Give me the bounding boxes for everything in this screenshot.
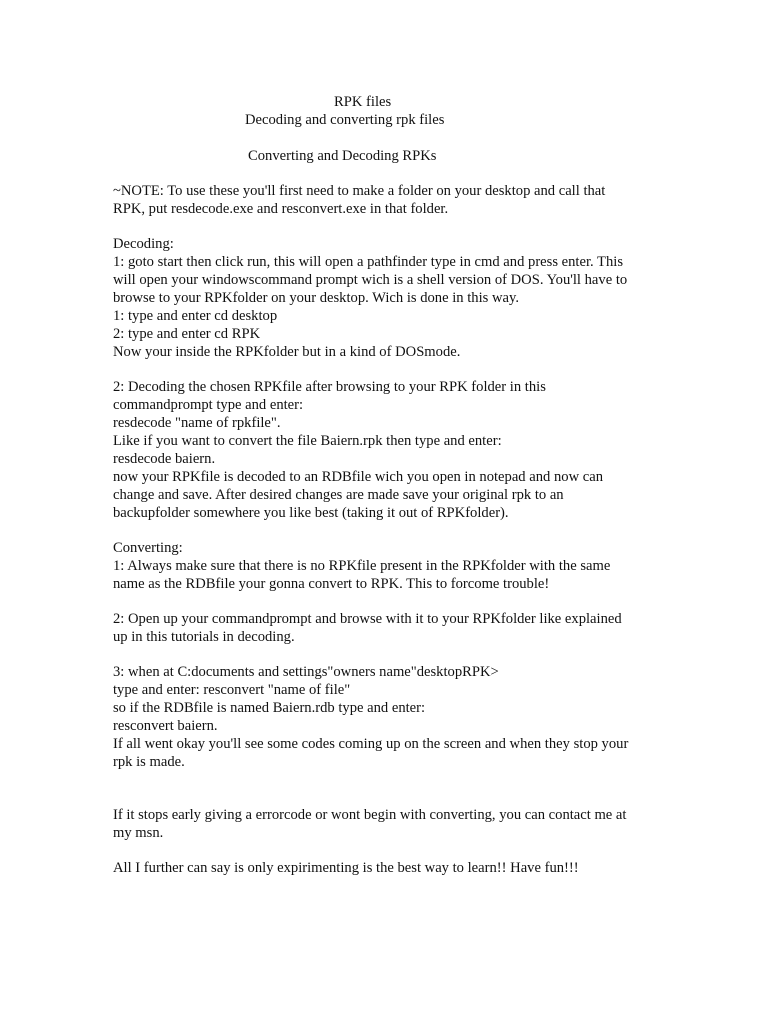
- paragraph-line: 2: Open up your commandprompt and browse with it to your RPKfolder like explained: [113, 611, 622, 627]
- paragraph-line: Now your inside the RPKfolder but in a kind of DOSmode.: [113, 344, 461, 360]
- paragraph-line: 2: Decoding the chosen RPKfile after browsing to your RPK folder in this: [113, 379, 546, 395]
- paragraph-line: rpk is made.: [113, 754, 185, 770]
- paragraph-line: If it stops early giving a errorcode or wont begin with converting, you can contact me at: [113, 807, 627, 823]
- paragraph-line: 1: Always make sure that there is no RPKfile present in the RPKfolder with the same: [113, 558, 611, 574]
- note-line: RPK, put resdecode.exe and resconvert.exe in that folder.: [113, 201, 449, 217]
- section-heading: Converting and Decoding RPKs: [248, 148, 437, 164]
- paragraph-line: change and save. After desired changes are made save your original rpk to an: [113, 487, 564, 503]
- paragraph-line: resconvert baiern.: [113, 718, 218, 734]
- paragraph-line: up in this tutorials in decoding.: [113, 629, 295, 645]
- paragraph-line: resdecode baiern.: [113, 451, 216, 467]
- paragraph-line: Like if you want to convert the file Baiern.rpk then type and enter:: [113, 433, 502, 449]
- paragraph-line: commandprompt type and enter:: [113, 397, 304, 413]
- paragraph-line: type and enter: resconvert "name of file": [113, 682, 351, 698]
- paragraph-line: backupfolder somewhere you like best (taking it out of RPKfolder).: [113, 505, 509, 521]
- paragraph-line: now your RPKfile is decoded to an RDBfile wich you open in notepad and now can: [113, 469, 604, 485]
- paragraph-line: resdecode "name of rpkfile".: [113, 415, 281, 431]
- paragraph-line: browse to your RPKfolder on your desktop. Wich is done in this way.: [113, 290, 519, 306]
- paragraph-line: 1: goto start then click run, this will open a pathfinder type in cmd and press enter. This: [113, 254, 623, 270]
- note-line: ~NOTE: To use these you'll first need to make a folder on your desktop and call that: [113, 183, 606, 199]
- closing-line: All I further can say is only expirimenting is the best way to learn!! Have fun!!!: [113, 860, 579, 876]
- paragraph-line: so if the RDBfile is named Baiern.rdb type and enter:: [113, 700, 426, 716]
- document-title: RPK files: [334, 94, 392, 110]
- paragraph-line: name as the RDBfile your gonna convert to RPK. This to forcome trouble!: [113, 576, 550, 592]
- paragraph-line: will open your windowscommand prompt wich is a shell version of DOS. You'll have to: [113, 272, 628, 288]
- paragraph-line: 1: type and enter cd desktop: [113, 308, 278, 324]
- converting-heading: Converting:: [113, 540, 183, 556]
- paragraph-line: 3: when at C:documents and settings"owners name"desktopRPK>: [113, 664, 499, 680]
- paragraph-line: 2: type and enter cd RPK: [113, 326, 261, 342]
- document-subtitle: Decoding and converting rpk files: [245, 112, 445, 128]
- paragraph-line: If all went okay you'll see some codes coming up on the screen and when they stop your: [113, 736, 629, 752]
- paragraph-line: my msn.: [113, 825, 164, 841]
- decoding-heading: Decoding:: [113, 236, 174, 252]
